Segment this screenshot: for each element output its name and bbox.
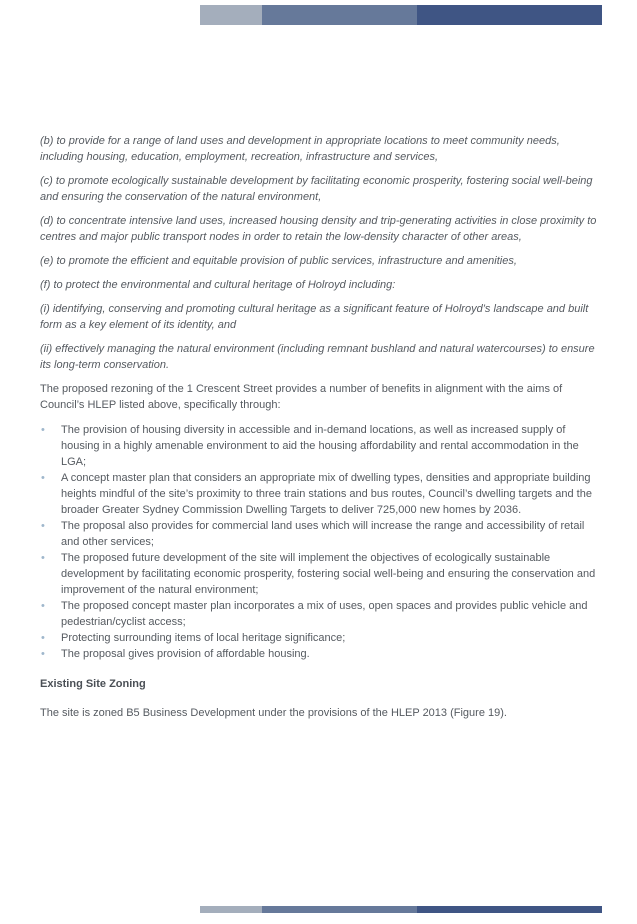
footer-bar-segment-dark <box>417 906 602 913</box>
objective-b: (b) to provide for a range of land uses and development in appropriate locations to meet community needs, including housing, education, employment, recreation, infrastructure and services, <box>40 135 560 163</box>
list-item <box>40 550 603 598</box>
page-content <box>40 133 603 721</box>
objective-d: (d) to concentrate intensive land uses, increased housing density and trip-generating activities in close proximity to centres and major public transport nodes in order to retain the low-density character of other areas, <box>40 215 597 243</box>
section-heading-existing-site-zoning: Existing Site Zoning <box>40 678 146 690</box>
list-item <box>40 518 603 550</box>
header-decorative-bar <box>200 5 602 25</box>
footer-decorative-bar <box>200 906 602 913</box>
list-item-text: The proposed future development of the site will implement the objectives of ecologically sustainable development by facilitating economic prosperity, fostering social well-being and ensuring the conservation and improvement of the natural environment; <box>61 552 596 596</box>
objective-f-i: (i) identifying, conserving and promoting cultural heritage as a significant feature of Holroyd’s landscape and built form as a key element of its identity, and <box>40 303 589 331</box>
list-item <box>40 470 603 518</box>
header-bar-segment-dark <box>417 5 602 25</box>
bullet-icon: • <box>41 472 45 484</box>
footer-bar-segment-light <box>200 906 262 913</box>
objective-f-ii: (ii) effectively managing the natural environment (including remnant bushland and natural watercourses) to ensure its long-term conservation. <box>40 343 595 371</box>
objective-e: (e) to promote the efficient and equitable provision of public services, infrastructure and amenities, <box>40 255 517 267</box>
footer-bar-segment-mid <box>262 906 417 913</box>
objective-c: (c) to promote ecologically sustainable development by facilitating economic prosperity, fostering social well-being and ensuring the conservation of the natural environment, <box>40 175 593 203</box>
list-item-text: The proposal gives provision of affordable housing. <box>61 648 310 660</box>
bullet-icon: • <box>41 648 45 660</box>
list-item-text: The provision of housing diversity in accessible and in-demand locations, as well as increased supply of housing in a highly amenable environment to aid the housing affordability and rental accommodation in the LGA; <box>61 424 579 468</box>
list-item-text: The proposed concept master plan incorporates a mix of uses, open spaces and provides public vehicle and pedestrian/cyclist access; <box>61 600 588 628</box>
objective-f: (f) to protect the environmental and cultural heritage of Holroyd including: <box>40 279 396 291</box>
intro-paragraph: The proposed rezoning of the 1 Crescent Street provides a number of benefits in alignment with the aims of Council’s HLEP listed above, specifically through: <box>40 383 563 411</box>
bullet-icon: • <box>41 600 45 612</box>
bullet-icon: • <box>41 424 45 436</box>
list-item <box>40 422 603 470</box>
bullet-icon: • <box>41 552 45 564</box>
list-item <box>40 630 603 646</box>
benefits-list <box>40 422 603 662</box>
header-bar-segment-light <box>200 5 262 25</box>
zoning-paragraph: The site is zoned B5 Business Development under the provisions of the HLEP 2013 (Figure 19). <box>40 707 507 719</box>
list-item-text: The proposal also provides for commercial land uses which will increase the range and accessibility of retail and other services; <box>61 520 585 548</box>
bullet-icon: • <box>41 632 45 644</box>
list-item <box>40 598 603 630</box>
list-item-text: A concept master plan that considers an appropriate mix of dwelling types, densities and appropriate building heights mindful of the site’s proximity to three train stations and bus routes, Council’s dwelling targets and the broader Greater Sydney Commission Dwelling Targets to deliver 725,000 new homes by 2036. <box>61 472 592 516</box>
list-item <box>40 646 603 662</box>
list-item-text: Protecting surrounding items of local heritage significance; <box>61 632 346 644</box>
header-bar-segment-mid <box>262 5 417 25</box>
bullet-icon: • <box>41 520 45 532</box>
